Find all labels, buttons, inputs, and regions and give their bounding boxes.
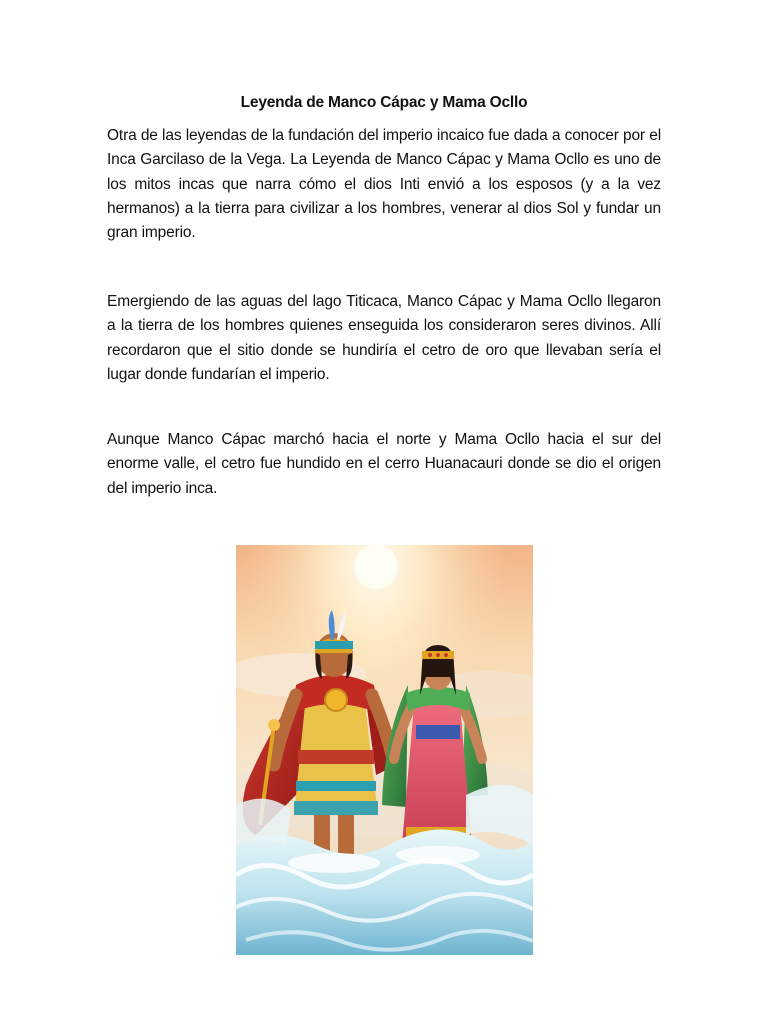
lake-water — [236, 829, 533, 955]
paragraph-1: Otra de las leyendas de la fundación del imperio incaico fue dada a conocer por el Inca Garcilaso de la Vega. La Leyenda de Manco Cápac y Mama Ocllo es uno de los mitos incas que narra cómo el dios Inti envió a los esposos (y a la vez hermanos) a la tierra para civilizar a los hombres, venerar al dios Sol y fundar un gran imperio. — [107, 127, 661, 242]
illustration-image — [236, 545, 533, 955]
illustration-manco-capac-mama-ocllo — [236, 545, 533, 955]
paragraph-2: Emergiendo de las aguas del lago Titicaca, Manco Cápac y Mama Ocllo llegaron a la tierra de los hombres quienes enseguida los consideraron seres divinos. Allí recordaron que el sitio donde se hundiría el cetro de oro que llevaban sería el lugar donde fundarían el imperio. — [107, 293, 661, 383]
paragraph-3: Aunque Manco Cápac marchó hacia el norte y Mama Ocllo hacia el sur del enorme valle, el cetro fue hundido en el cerro Huanacauri donde se dio el origen del imperio inca. — [107, 431, 661, 497]
document-title: Leyenda de Manco Cápac y Mama Ocllo — [240, 94, 528, 111]
